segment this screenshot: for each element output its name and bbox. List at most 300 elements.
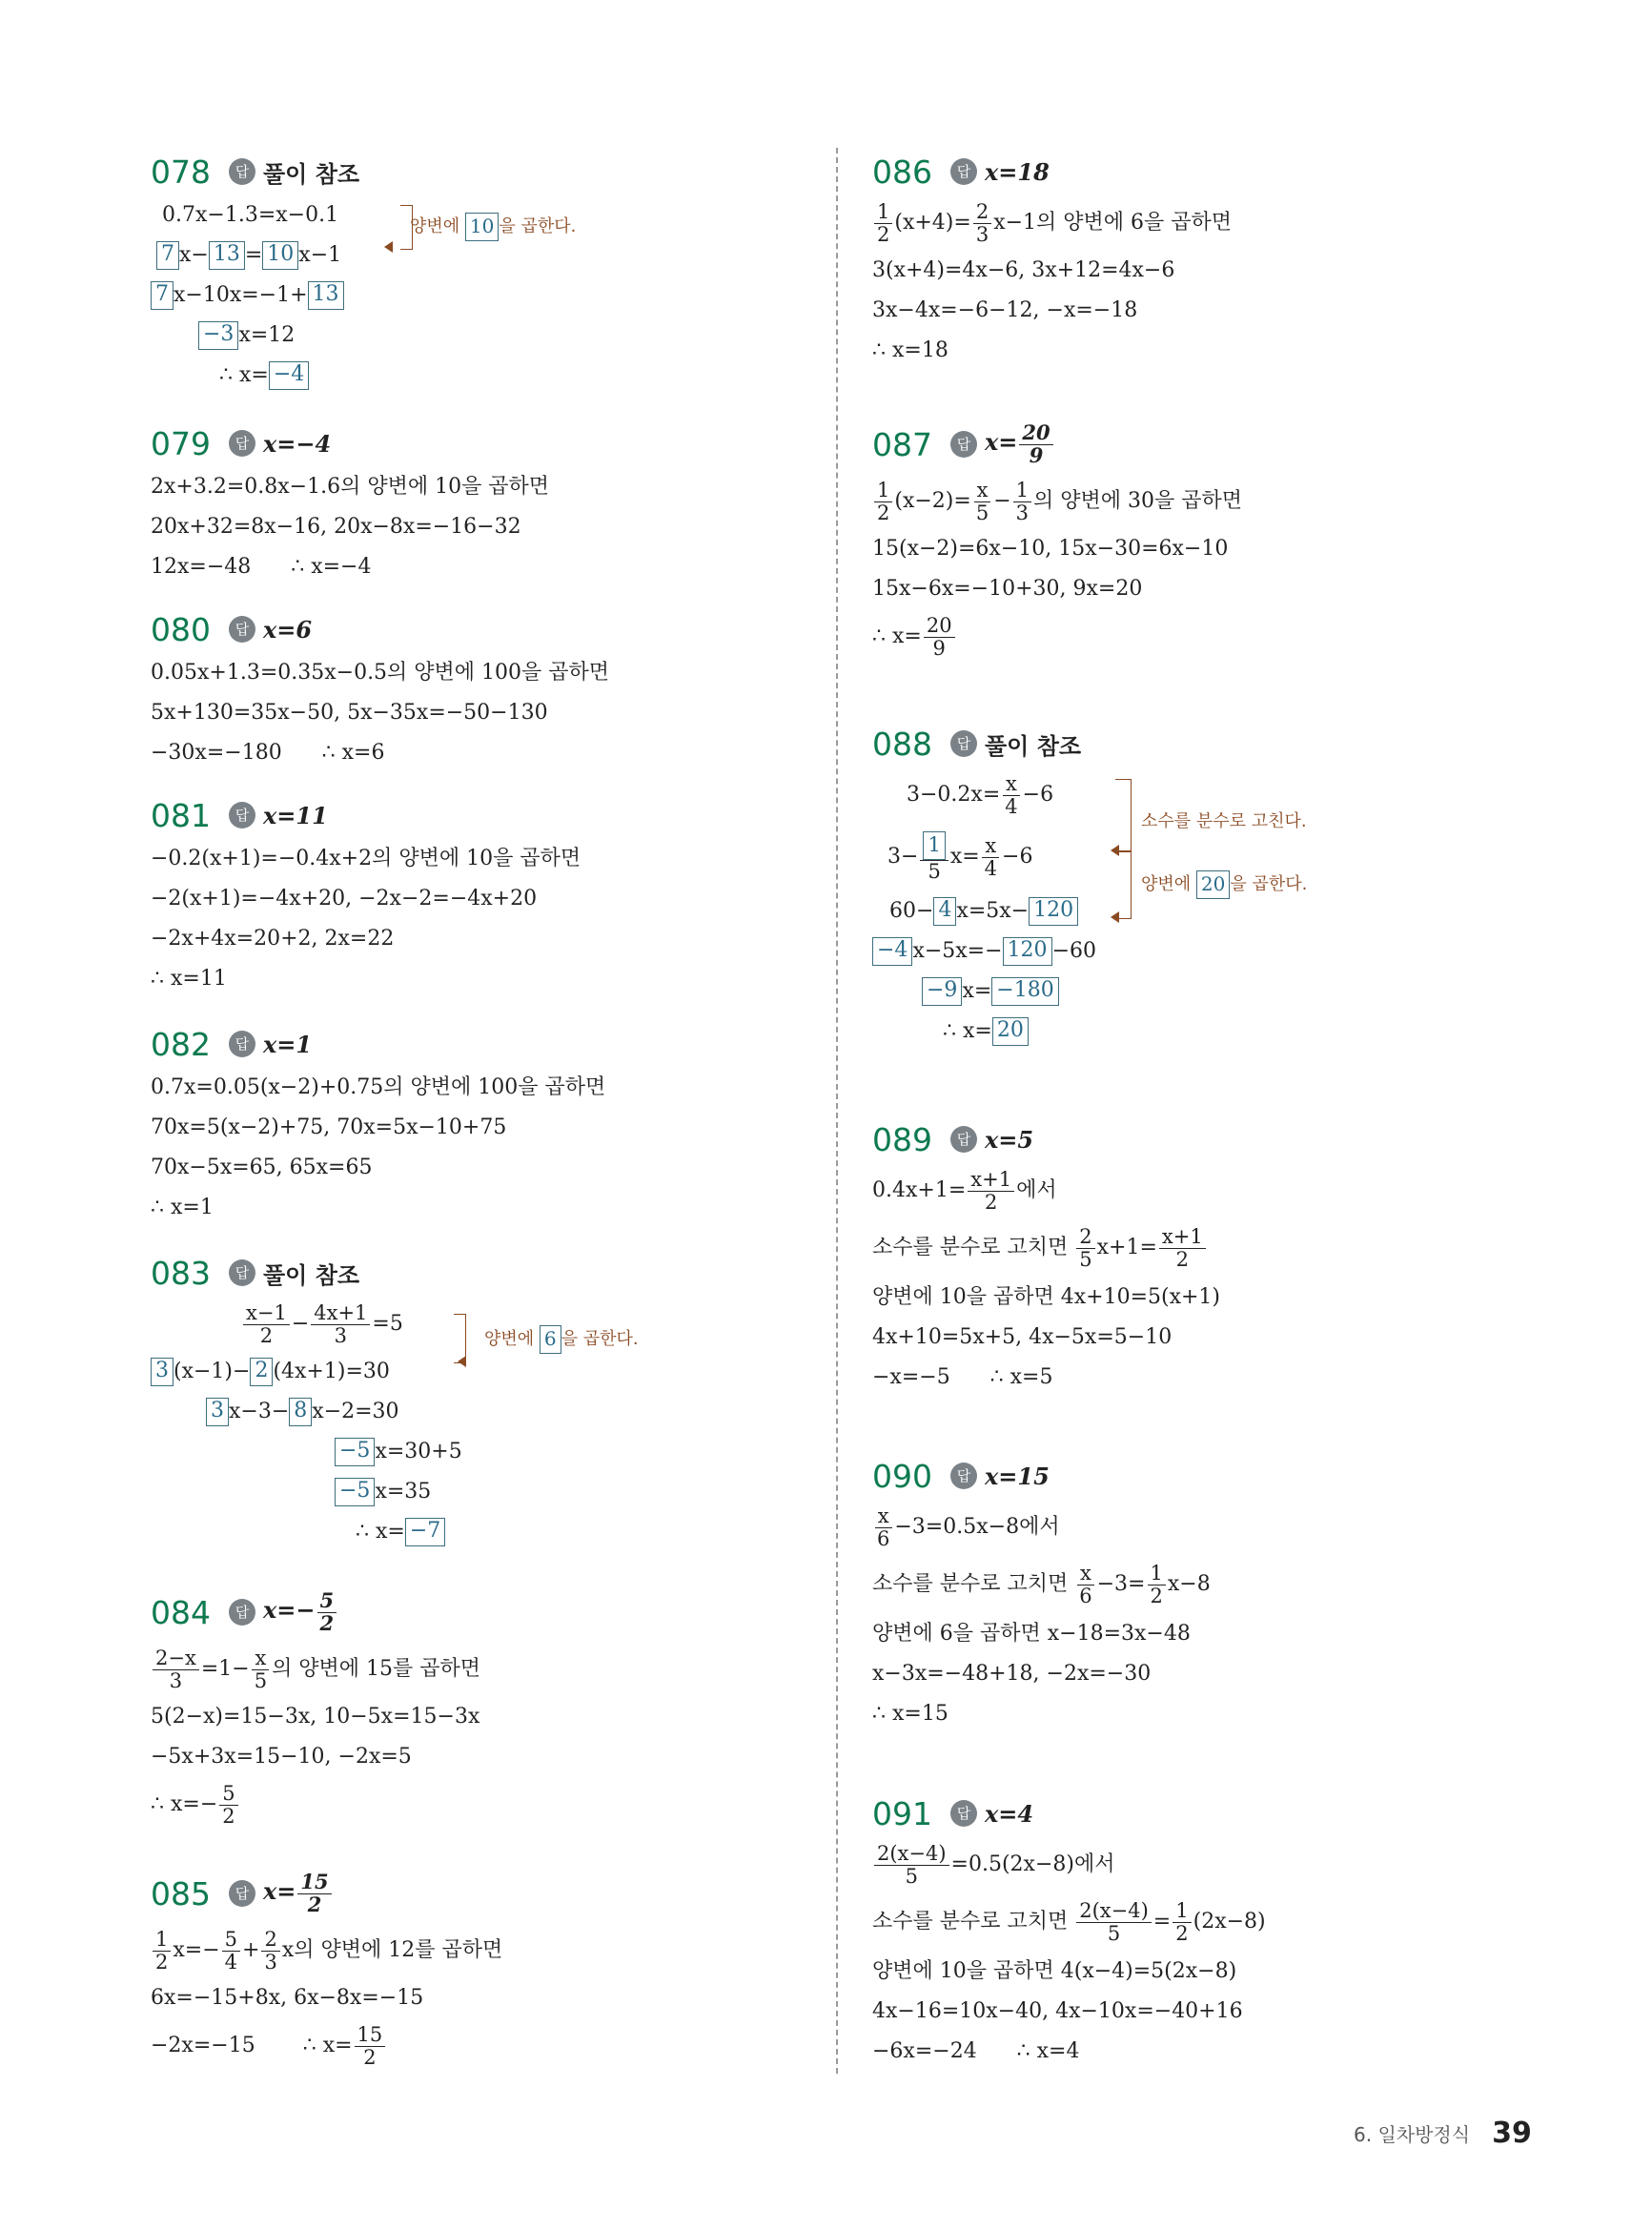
problem-number: 084 — [151, 1593, 211, 1631]
solution-line: −30x=−180 ∴ x=6 — [151, 741, 385, 765]
answer-badge: 답 — [229, 802, 255, 829]
fraction — [219, 1783, 237, 1826]
text: ∴ x= — [219, 363, 269, 387]
problem-080 — [151, 605, 818, 773]
solution-line — [151, 1432, 818, 1472]
solution-line — [872, 609, 1540, 665]
solution-line: 0.7x=0.05(x−2)+0.75의 양변에 100을 곱하면 — [151, 1075, 606, 1099]
text: 을 곱한다. — [561, 1329, 639, 1349]
text: x−3− — [229, 1400, 290, 1423]
denominator: 2 — [984, 1190, 998, 1214]
fraction — [317, 1590, 337, 1633]
problem-number: 086 — [872, 153, 932, 191]
text: x−10x=−1+ — [173, 283, 308, 307]
text: x=30+5 — [375, 1440, 462, 1463]
problem-number: 087 — [872, 425, 932, 463]
text: −2x=−15 — [151, 2034, 255, 2057]
denominator: 5 — [1079, 1247, 1092, 1271]
problem-number: 090 — [872, 1457, 932, 1495]
problem-091 — [872, 1790, 1540, 2072]
denominator: 9 — [1029, 442, 1044, 467]
answer-badge: 답 — [950, 158, 977, 185]
answer-badge: 답 — [229, 1599, 255, 1626]
solution-line: 15(x−2)=6x−10, 15x−30=6x−10 — [872, 537, 1229, 561]
text: 소수를 분수로 고치면 — [872, 1572, 1075, 1596]
text: 3− — [887, 845, 919, 869]
solution-line: −6x=−24 ∴ x=4 — [872, 2039, 1080, 2063]
fraction — [222, 1929, 240, 1972]
fraction — [153, 1929, 171, 1972]
solution-line — [151, 356, 818, 396]
denominator: 2 — [877, 222, 890, 246]
problem-number: 079 — [151, 424, 211, 462]
problem-089 — [872, 1115, 1540, 1398]
denominator: 3 — [1015, 501, 1029, 524]
text: 양변에 — [484, 1329, 540, 1349]
denominator: 2 — [155, 1950, 169, 1974]
answer-badge: 답 — [229, 158, 255, 185]
text: 양변에 — [1141, 874, 1196, 894]
text: −3=0.5x−8에서 — [894, 1515, 1060, 1539]
blank-box: 120 — [1029, 897, 1078, 926]
solution-line: 70x=5(x−2)+75, 70x=5x−10+75 — [151, 1115, 507, 1139]
blank-box: −3 — [198, 321, 238, 350]
answer-badge: 답 — [229, 1031, 255, 1057]
solution-line — [872, 474, 1540, 529]
blank-box: 20 — [1196, 870, 1230, 899]
denominator: 5 — [1107, 1921, 1121, 1945]
blank-box: 4 — [933, 897, 956, 926]
blank-box: −4 — [872, 937, 912, 966]
solution-line — [151, 1642, 818, 1697]
solution-line: −2(x+1)=−4x+20, −2x−2=−4x+20 — [151, 887, 538, 910]
fraction — [968, 1169, 1014, 1212]
numerator: 1 — [874, 201, 892, 223]
solution-line: 4x−16=10x−40, 4x−10x=−40+16 — [872, 1999, 1243, 2023]
solution-line: 5(2−x)=15−3x, 10−5x=15−3x — [151, 1705, 480, 1729]
text: (4x+1)=30 — [273, 1360, 390, 1383]
numerator: 2(x−4) — [874, 1843, 949, 1865]
problem-079 — [151, 419, 818, 587]
solution-line — [151, 276, 818, 316]
blank-box: 3 — [206, 1398, 229, 1426]
denominator: 4 — [224, 1950, 238, 1974]
blank-box: 7 — [151, 281, 173, 310]
fraction — [1173, 1900, 1191, 1943]
solution-line: 3x−4x=−6−12, −x=−18 — [872, 298, 1138, 322]
denominator: 2 — [259, 1323, 274, 1347]
text: (x−1)− — [173, 1360, 251, 1383]
numerator: 1 — [1173, 1900, 1191, 1922]
problem-086 — [872, 148, 1540, 371]
solution-line: ∴ x=1 — [151, 1196, 214, 1219]
answer-badge: 답 — [950, 1800, 977, 1827]
blank-box: 10 — [465, 213, 499, 241]
solution-line — [872, 1892, 1540, 1952]
solution-line: 양변에 10을 곱하면 4x+10=5(x+1) — [872, 1285, 1221, 1309]
solution-line — [151, 1777, 818, 1832]
blank-box: −180 — [991, 977, 1058, 1006]
denominator: 5 — [905, 1864, 918, 1888]
denominator: 3 — [264, 1950, 277, 1974]
blank-box: 10 — [262, 241, 298, 270]
text: x=12 — [238, 323, 296, 347]
numerator: x — [875, 1505, 892, 1527]
text: −6 — [1002, 845, 1033, 869]
blank-box: 13 — [308, 281, 344, 310]
text: ∴ x= — [943, 1019, 992, 1043]
solution-line: ∴ x=18 — [872, 338, 948, 362]
answer — [263, 1590, 338, 1633]
problem-number: 081 — [151, 796, 211, 834]
solution-line: 0.7x−1.3=x−0.1 — [162, 203, 339, 227]
blank-box: 120 — [1003, 937, 1052, 966]
solution-line: 6x=−15+8x, 6x−8x=−15 — [151, 1986, 424, 2010]
problem-header — [151, 791, 818, 839]
problem-header — [151, 148, 818, 195]
numerator: 1 — [1148, 1563, 1166, 1585]
answer: x=1 — [263, 1030, 313, 1058]
solution-line — [872, 1012, 1540, 1052]
solution-line — [151, 1472, 818, 1512]
numerator: x — [1003, 773, 1020, 795]
text: 소수를 분수로 고치면 — [872, 1236, 1075, 1259]
text: =5 — [372, 1312, 403, 1336]
denominator: 4 — [1005, 794, 1018, 818]
fraction — [1002, 773, 1020, 816]
problem-number: 083 — [151, 1254, 211, 1292]
answer: x=6 — [263, 615, 313, 644]
denominator: 2 — [319, 1610, 335, 1635]
problem-header — [872, 1115, 1540, 1163]
solution-line: −2x+4x=20+2, 2x=22 — [151, 927, 395, 951]
solution-line — [872, 1555, 1540, 1614]
solution-line: −5x+3x=15−10, −2x=5 — [151, 1745, 412, 1769]
text: −60 — [1051, 939, 1096, 963]
answer: 풀이 참조 — [985, 732, 1082, 760]
denominator: 4 — [984, 856, 998, 880]
numerator: 2−x — [153, 1647, 199, 1669]
text: 60− — [889, 899, 934, 923]
text: =0.5(2x−8)에서 — [950, 1852, 1115, 1876]
solution-line: x−3x=−48+18, −2x=−30 — [872, 1662, 1152, 1686]
text: x= — [263, 1877, 296, 1906]
denominator: 5 — [928, 860, 941, 884]
problem-header — [872, 720, 1540, 767]
fraction — [1013, 480, 1031, 522]
blank-box: −7 — [405, 1518, 445, 1546]
page-footer — [1354, 2117, 1532, 2150]
numerator: x — [1077, 1563, 1094, 1585]
numerator: x — [982, 835, 999, 857]
text: x=35 — [375, 1480, 432, 1504]
solution-line: 5x+130=35x−50, 5x−35x=−50−130 — [151, 701, 548, 725]
denominator: 3 — [169, 1668, 183, 1692]
answer-badge: 답 — [229, 1259, 255, 1286]
problem-number: 085 — [151, 1874, 211, 1913]
text: 을 곱한다. — [1230, 874, 1308, 894]
answer-badge: 답 — [950, 431, 977, 458]
text: ∴ x=− — [151, 1792, 218, 1816]
numerator: 15 — [297, 1872, 331, 1893]
answer: x=5 — [985, 1125, 1034, 1154]
fraction — [1019, 422, 1052, 465]
fraction — [311, 1302, 370, 1345]
solution-line: 0.05x+1.3=0.35x−0.5의 양변에 100을 곱하면 — [151, 661, 610, 685]
problem-header — [151, 1864, 818, 1923]
answer: x=18 — [985, 157, 1050, 186]
blank-box: 8 — [289, 1398, 312, 1426]
text: 3−0.2x= — [907, 783, 1001, 807]
fraction — [874, 1505, 892, 1548]
column-divider — [836, 148, 838, 2074]
denominator: 6 — [877, 1526, 890, 1550]
problem-number: 080 — [151, 610, 211, 648]
fraction — [1148, 1563, 1166, 1606]
text: ∴ x= — [302, 2034, 353, 2057]
fraction — [874, 1843, 949, 1886]
solution-line — [151, 1923, 818, 1978]
text: x−1 — [298, 243, 342, 267]
text: 을 곱한다. — [499, 216, 577, 236]
text: x−2=30 — [312, 1400, 399, 1423]
solution-line — [872, 195, 1540, 251]
denominator: 3 — [975, 222, 989, 246]
fraction — [973, 201, 991, 244]
text: = — [1152, 1910, 1172, 1933]
solution-line — [151, 2018, 818, 2074]
text: x= — [962, 979, 992, 1003]
problem-header — [872, 1452, 1540, 1500]
problem-header — [151, 1583, 818, 1642]
fraction — [243, 1302, 290, 1345]
page-number: 39 — [1492, 2117, 1532, 2150]
problem-header — [151, 1249, 818, 1297]
text: 에서 — [1016, 1178, 1057, 1202]
text: − — [291, 1312, 310, 1336]
text: x− — [179, 243, 209, 267]
text: + — [242, 1938, 260, 1962]
answer: x=11 — [263, 801, 328, 829]
numerator: 2 — [973, 201, 991, 223]
text: x+1= — [1096, 1236, 1157, 1259]
denominator: 2 — [307, 1892, 322, 1916]
text: −6 — [1022, 783, 1054, 807]
bracket — [1115, 779, 1132, 852]
solution-line: −x=−5 ∴ x=5 — [872, 1365, 1053, 1389]
solution-line: 20x+32=8x−16, 20x−8x=−16−32 — [151, 515, 521, 539]
annotation: 소수를 분수로 고친다. — [1141, 811, 1307, 831]
text: 의 양변에 30을 곱하면 — [1033, 489, 1242, 513]
numerator: x−1 — [243, 1302, 290, 1324]
blank-box: 3 — [151, 1358, 173, 1386]
arrow-icon — [384, 241, 393, 253]
numerator: 1 — [153, 1929, 171, 1951]
text: (x+4)= — [894, 211, 971, 235]
fraction — [874, 480, 892, 522]
solution-line: 4x+10=5x+5, 4x−5x=5−10 — [872, 1325, 1173, 1349]
text: −3= — [1096, 1572, 1146, 1596]
answer-badge: 답 — [950, 730, 977, 757]
text: 양변에 — [410, 216, 465, 236]
numerator: 15 — [355, 2024, 386, 2046]
numerator — [920, 831, 948, 861]
solution-line: 12x=−48 ∴ x=−4 — [151, 555, 372, 579]
numerator: 2 — [261, 1929, 279, 1951]
problem-number: 091 — [872, 1794, 932, 1832]
text: x−8 — [1167, 1572, 1211, 1596]
numerator: 1 — [1013, 480, 1031, 501]
problem-number: 088 — [872, 725, 932, 763]
problem-number: 082 — [151, 1025, 211, 1063]
answer-badge: 답 — [229, 430, 255, 457]
annotation — [484, 1325, 639, 1354]
fraction — [920, 831, 948, 882]
problem-088 — [872, 720, 1540, 1052]
chapter-title: 6. 일차방정식 — [1354, 2123, 1471, 2146]
blank-box: −5 — [335, 1438, 375, 1466]
blank-box: −9 — [922, 977, 962, 1006]
solution-line: 70x−5x=65, 65x=65 — [151, 1156, 373, 1179]
text: x−5x=− — [912, 939, 1003, 963]
solution-line — [872, 972, 1540, 1012]
answer-badge: 답 — [950, 1126, 977, 1153]
text: = — [244, 243, 263, 267]
fraction — [1076, 1226, 1094, 1269]
fraction — [153, 1647, 199, 1690]
fraction — [973, 480, 991, 522]
denominator: 9 — [932, 636, 946, 660]
solution-line — [151, 1352, 818, 1392]
problem-header — [151, 419, 818, 467]
problem-number: 078 — [151, 153, 211, 191]
answer: x=−4 — [263, 429, 332, 458]
problem-number: 089 — [872, 1120, 932, 1158]
denominator: 2 — [363, 2045, 377, 2069]
text: x= — [985, 428, 1018, 457]
text: (2x−8) — [1193, 1910, 1266, 1933]
denominator: 6 — [1079, 1584, 1092, 1607]
solution-line: ∴ x=11 — [151, 967, 227, 991]
annotation — [410, 213, 576, 241]
solution-line — [872, 1837, 1540, 1892]
answer-badge: 답 — [229, 616, 255, 643]
fraction — [355, 2024, 386, 2067]
text: 소수를 분수로 고치면 — [872, 1910, 1075, 1933]
problem-header — [872, 415, 1540, 474]
blank-box: 13 — [209, 241, 245, 270]
arrow-icon — [1111, 911, 1119, 923]
problem-085 — [151, 1864, 818, 2074]
answer — [263, 1872, 334, 1914]
blank-box: −5 — [335, 1478, 375, 1506]
solution-line — [872, 1218, 1540, 1278]
problem-082 — [151, 1020, 818, 1228]
problem-083 — [151, 1249, 818, 1552]
denominator: 2 — [1175, 1921, 1189, 1945]
text: x= — [949, 845, 980, 869]
solution-line — [151, 1392, 818, 1432]
problem-header — [872, 1790, 1540, 1837]
solution-line — [151, 1512, 818, 1552]
numerator: 4x+1 — [311, 1302, 370, 1324]
solution-line: 3(x+4)=4x−6, 3x+12=4x−6 — [872, 258, 1175, 282]
fraction — [297, 1872, 331, 1914]
answer: x=4 — [985, 1799, 1034, 1828]
answer: 풀이 참조 — [263, 160, 360, 188]
numerator: 5 — [317, 1590, 337, 1612]
solution-line — [872, 1500, 1540, 1555]
text: x−1의 양변에 6을 곱하면 — [993, 211, 1233, 235]
denominator: 5 — [975, 501, 989, 524]
text: − — [993, 489, 1011, 513]
fraction — [261, 1929, 279, 1972]
fraction — [874, 201, 892, 244]
numerator: 2 — [1076, 1226, 1094, 1248]
numerator: x — [974, 480, 991, 501]
problem-090 — [872, 1452, 1540, 1734]
solution-line — [151, 235, 818, 276]
numerator: 5 — [222, 1929, 240, 1951]
blank-box: 7 — [156, 241, 179, 270]
denominator: 2 — [1175, 1247, 1189, 1271]
solution-line: ∴ x=15 — [872, 1702, 948, 1726]
solution-line: 2x+3.2=0.8x−1.6의 양변에 10을 곱하면 — [151, 475, 550, 499]
denominator: 5 — [254, 1668, 268, 1692]
solution-line: 15x−6x=−10+30, 9x=20 — [872, 577, 1143, 601]
problem-087 — [872, 415, 1540, 665]
answer-badge: 답 — [229, 1880, 255, 1907]
fraction — [982, 835, 1000, 878]
solution-line — [872, 931, 1540, 972]
answer: 풀이 참조 — [263, 1261, 360, 1289]
numerator: x+1 — [1159, 1226, 1206, 1248]
text: x=5x− — [956, 899, 1030, 923]
problem-081 — [151, 791, 818, 999]
answer — [985, 422, 1055, 465]
text: 0.4x+1= — [872, 1178, 967, 1202]
text: ∴ x= — [356, 1520, 405, 1544]
fraction — [1076, 1563, 1094, 1606]
denominator: 3 — [334, 1323, 348, 1347]
fraction — [1076, 1900, 1152, 1943]
answer-badge: 답 — [950, 1463, 977, 1489]
arrow-icon — [458, 1356, 466, 1367]
answer: x=15 — [985, 1462, 1050, 1490]
numerator: x — [252, 1647, 269, 1669]
problem-084 — [151, 1583, 818, 1832]
numerator: 5 — [219, 1783, 237, 1805]
text: ∴ x= — [872, 624, 922, 648]
fraction — [924, 615, 955, 658]
numerator: 20 — [1019, 422, 1052, 444]
text: (x−2)= — [894, 489, 971, 513]
problem-header — [872, 148, 1540, 195]
blank-box: 20 — [992, 1017, 1029, 1046]
numerator: 1 — [874, 480, 892, 501]
problem-header — [151, 605, 818, 653]
solution-line: 양변에 6을 곱하면 x−18=3x−48 — [872, 1622, 1191, 1646]
text: x의 양변에 12를 곱하면 — [281, 1938, 503, 1962]
bracket — [1115, 850, 1132, 919]
solution-line — [151, 316, 818, 356]
problem-header — [151, 1020, 818, 1068]
numerator: 20 — [924, 615, 955, 637]
fraction — [252, 1647, 270, 1690]
denominator: 2 — [1150, 1584, 1163, 1607]
numerator: x+1 — [968, 1169, 1014, 1191]
blank-box: −4 — [269, 361, 309, 390]
